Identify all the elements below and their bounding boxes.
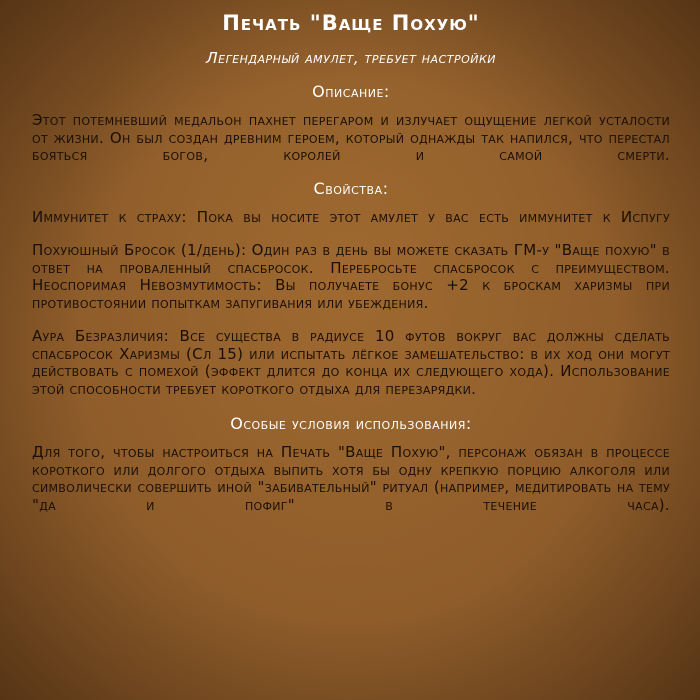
property-composure: Неоспоримая Невозмутимость: Вы получаете бонус +2 к броскам харизмы при противостоянии попыткам запугивания или убеждения. <box>32 276 670 312</box>
properties-heading: Свойства: <box>313 178 389 198</box>
property-reroll: Похуюшный Бросок (1/день): Один раз в день вы можете сказать ГМ-у "Ваще похую" в ответ на проваленный спасбросок. Перебросьте спасбросок с преимуществом. <box>32 241 670 277</box>
property-fear-immunity: Иммунитет к страху: Пока вы носите этот амулет у вас есть иммунитет к Испугу <box>32 207 670 226</box>
property-aura: Аура Безразличия: Все существа в радиусе 10 футов вокруг вас должны сделать спасбросок Харизмы (Сл 15) или испытать лёгкое замешательство: в их ход они могут действовать с помехой (эффект длится до конца их следующего хода). Использование этой способности требует короткого отдыха для перезарядки. <box>32 327 670 398</box>
description-heading: Описание: <box>312 82 390 101</box>
description-text: Этот потемневший медальон пахнет перегаром и излучает ощущение легкой усталости от жизни. Он был создан древним героем, который однажды так напился, что перестал бояться богов, королей и самой смерти. <box>32 111 670 164</box>
item-subtitle: Легендарный амулет, требует настройки <box>205 49 497 67</box>
item-title: Печать "Ваще Похую" <box>222 11 480 35</box>
special-heading: Особые условия использования: <box>230 414 472 433</box>
special-text: Для того, чтобы настроиться на Печать "Ваще Похую", персонаж обязан в процессе короткого или долгого отдыха выпить хотя бы одну крепкую порцию алкоголя или символически совершить иной "забивательный" ритуал (например, медитировать на тему "да и пофиг" в течение часа). <box>32 443 670 514</box>
